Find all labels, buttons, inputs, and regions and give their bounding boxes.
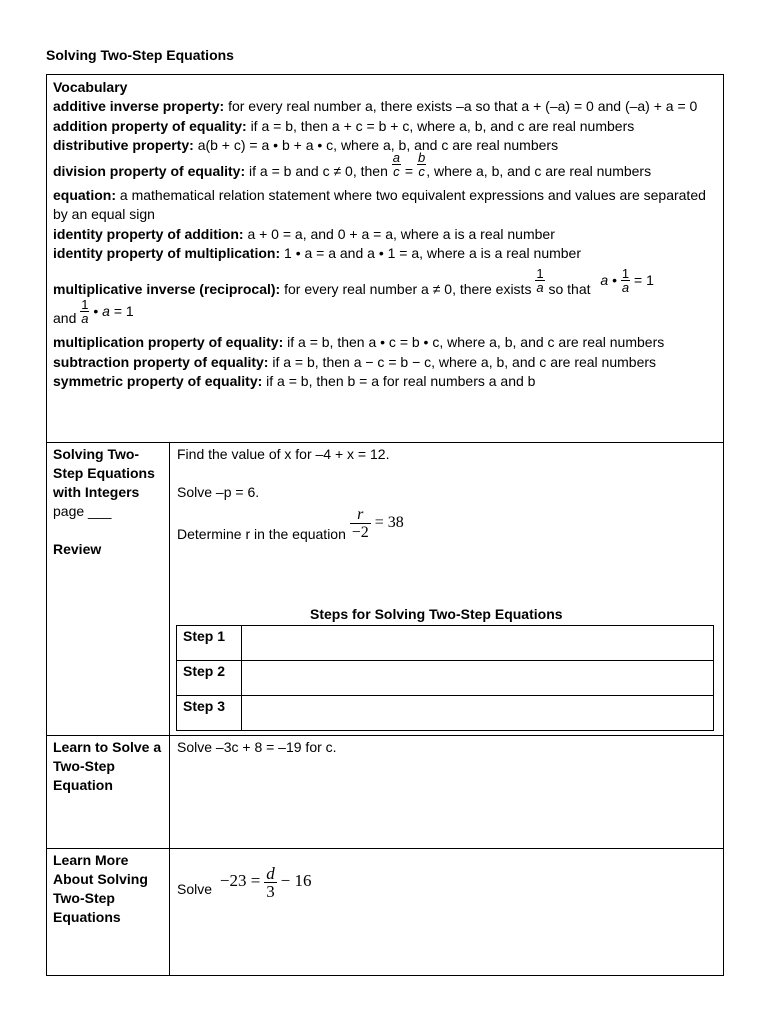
section1-label: Solving Two-Step Equations with Integers — [53, 446, 155, 500]
vocab-equation: equation: a mathematical relation statement where two equivalent expressions and values are separated by an equal sign — [53, 187, 706, 223]
steps-title: Steps for Solving Two-Step Equations — [310, 606, 563, 622]
section-learn-to-solve — [46, 735, 724, 849]
division-fraction: $\frac{a}{c}$ — [392, 150, 400, 180]
step-2-label: Step 2 — [177, 661, 242, 696]
step-1-field[interactable] — [242, 626, 714, 661]
vocabulary-heading: Vocabulary — [53, 79, 128, 95]
step-2-field[interactable] — [242, 661, 714, 696]
vocab-multiplicative-inverse: multiplicative inverse (reciprocal): for every real number a ≠ 0, there exists $\frac{1}{a}$ so that a • $\frac{1}{a}$ = 1 — [53, 266, 654, 298]
step-3-field[interactable] — [242, 696, 714, 731]
page-blank: page ___ — [53, 503, 112, 519]
section2-problem: Solve –3c + 8 = –19 for c. — [177, 739, 337, 755]
vocabulary-box — [46, 74, 724, 443]
section3-label: Learn More About Solving Two-Step Equations — [47, 849, 170, 975]
step-3-label: Step 3 — [177, 696, 242, 731]
section2-label: Learn to Solve a Two-Step Equation — [47, 736, 170, 848]
table-row — [177, 626, 714, 661]
step-1-label: Step 1 — [177, 626, 242, 661]
vocab-multiplication-property: multiplication property of equality: if a = b, then a • c = b • c, where a, b, and c are real numbers — [53, 334, 665, 351]
section-learn-more — [46, 849, 724, 976]
vocab-identity-multiplication: identity property of multiplication: 1 • a = a and a • 1 = a, where a is a real number — [53, 245, 581, 262]
question-3: Determine r in the equation $\frac{r}{-2}$ = 38 — [177, 506, 404, 543]
question-2: Solve –p = 6. — [177, 484, 260, 500]
table-row — [177, 696, 714, 731]
vocab-additive-inverse: additive inverse property: for every real number a, there exists –a so that a + (–a) = 0 and (–a) + a = 0 — [53, 98, 698, 115]
r-fraction: $\frac{r}{-2}$ — [351, 506, 369, 541]
question-1: Find the value of x for –4 + x = 12. — [177, 446, 390, 462]
vocab-identity-addition: identity property of addition: a + 0 = a, and 0 + a = a, where a is a real number — [53, 225, 555, 242]
section3-problem: Solve −23 = $\frac{d}{3}$ − 16 — [177, 864, 312, 901]
review-label: Review — [53, 541, 102, 557]
page-title: Solving Two-Step Equations — [46, 47, 234, 63]
vocab-multiplicative-inverse-cont: and $\frac{1}{a}$ • a = 1 — [53, 297, 134, 327]
vocab-symmetric-property: symmetric property of equality: if a = b, then b = a for real numbers a and b — [53, 372, 536, 389]
steps-table — [176, 625, 714, 731]
d-fraction: $\frac{d}{3}$ — [266, 864, 275, 901]
table-row — [177, 661, 714, 696]
vocab-distributive-property: distributive property: a(b + c) = a • b + a • c, where a, b, and c are real numbers — [53, 136, 559, 153]
vocab-addition-property: addition property of equality: if a = b, then a + c = b + c, where a, b, and c are real numbers — [53, 117, 635, 134]
vocab-division-property: division property of equality: if a = b and c ≠ 0, then $\frac{a}{c}$ = $\frac{b}{c}$ , where a, b, and c are real numbers — [53, 150, 652, 180]
vocab-subtraction-property: subtraction property of equality: if a = b, then a − c = b − c, where a, b, and c are real numbers — [53, 353, 657, 370]
